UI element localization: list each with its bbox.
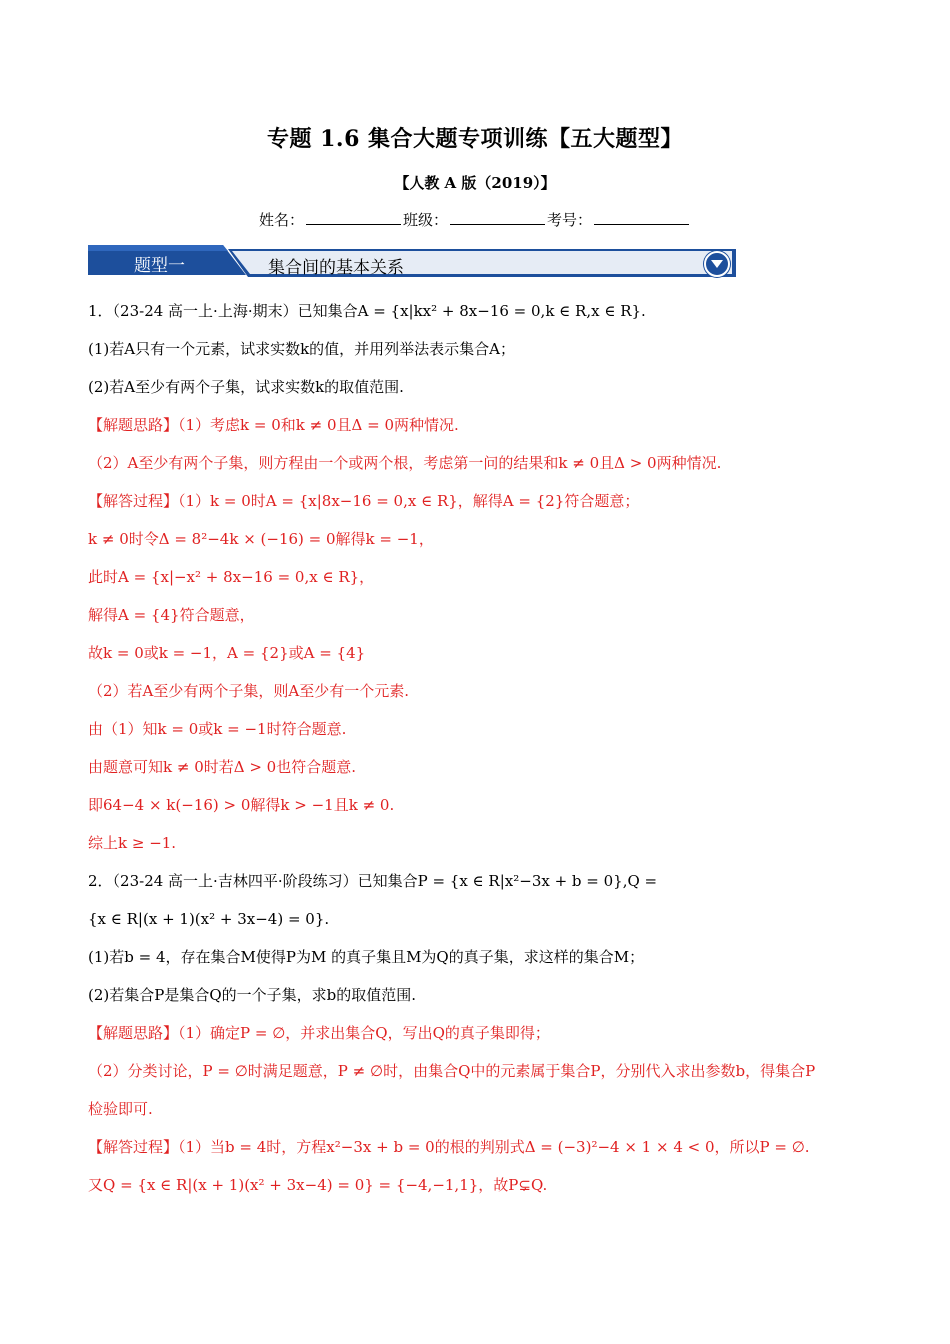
problem-1-hint-1: 【解题思路】（1）考虑k = 0和k ≠ 0且Δ = 0两种情况. [88,416,459,434]
section-badge: 题型一 [134,256,185,276]
problem-1-solution-line: 由（1）知k = 0或k = −1时符合题意. [88,720,347,738]
problem-2-hint-2-cont: 检验即可. [88,1100,153,1118]
problem-1-solution-line: 解得A = {4}符合题意， [88,606,255,624]
problem-1-part-1: (1)若A只有一个元素，试求实数k的值，并用列举法表示集合A； [88,340,516,358]
section-banner [88,245,738,279]
problem-1-conclusion: 综上k ≥ −1. [88,834,177,852]
class-field[interactable] [450,210,545,225]
problem-1-hint-2: （2）A至少有两个子集，则方程由一个或两个根，考虑第一问的结果和k ≠ 0且Δ > 0两种情况. [88,454,722,472]
problem-1-solution-line: 即64−4 × k(−16) > 0解得k > −1且k ≠ 0. [88,796,395,814]
problem-1-part-2: (2)若A至少有两个子集，试求实数k的取值范围. [88,378,404,396]
id-label: 考号： [547,211,593,229]
problem-1-solution-line: 故k = 0或k = −1，A = {2}或A = {4} [88,644,366,662]
name-label: 姓名： [258,211,304,229]
section-topic: 集合间的基本关系 [268,258,404,278]
problem-1-solution-line: 【解答过程】（1）k = 0时A = {x|8x−16 = 0,x ∈ R}，解得A = {2}符合题意； [88,492,640,510]
page-title: 专题 1.6 集合大题专项训练【五大题型】 [266,126,684,152]
problem-2-statement-cont: {x ∈ R|(x + 1)(x² + 3x−4) = 0}. [88,910,330,928]
problem-1-solution-line: k ≠ 0时令Δ = 8²−4k × (−16) = 0解得k = −1， [88,530,434,548]
problem-2-statement: 2．（23-24 高一上·吉林四平·阶段练习）已知集合P = {x ∈ R|x²−3x + b = 0},Q = [88,872,658,890]
problem-2-part-1: (1)若b = 4，存在集合M使得P为M 的真子集且M为Q的真子集，求这样的集合M； [88,948,645,966]
problem-2-hint-1: 【解题思路】（1）确定P = ∅，并求出集合Q，写出Q的真子集即得； [88,1024,550,1042]
student-info [0,209,950,230]
problem-2-solution-line: 【解答过程】（1）当b = 4时，方程x²−3x + b = 0的根的判别式Δ = (−3)²−4 × 1 × 4 < 0，所以P = ∅. [88,1138,810,1156]
problem-2-hint-2: （2）分类讨论，P = ∅时满足题意，P ≠ ∅时，由集合Q中的元素属于集合P，分别代入求出参数b，得集合P [88,1062,816,1080]
class-label: 班级： [402,211,448,229]
problem-1-solution-line: 由题意可知k ≠ 0时若Δ > 0也符合题意. [88,758,356,776]
problem-2-solution-line: 又Q = {x ∈ R|(x + 1)(x² + 3x−4) = 0} = {−4,−1,1}，故P⊊Q. [88,1176,548,1194]
problem-2-part-2: (2)若集合P是集合Q的一个子集，求b的取值范围. [88,986,417,1004]
problem-1-solution-line: 此时A = {x|−x² + 8x−16 = 0,x ∈ R}， [88,568,375,586]
edition-label: 【人教 A 版（2019）】 [394,174,556,192]
problem-1-solution-line: （2）若A至少有两个子集，则A至少有一个元素. [88,682,409,700]
name-field[interactable] [306,210,401,225]
problem-1-statement: 1．（23-24 高一上·上海·期末）已知集合A = {x|kx² + 8x−16 = 0,k ∈ R,x ∈ R}. [88,302,646,320]
chevron-down-circle-icon[interactable] [704,251,730,277]
id-field[interactable] [594,210,689,225]
banner-background [88,245,738,279]
